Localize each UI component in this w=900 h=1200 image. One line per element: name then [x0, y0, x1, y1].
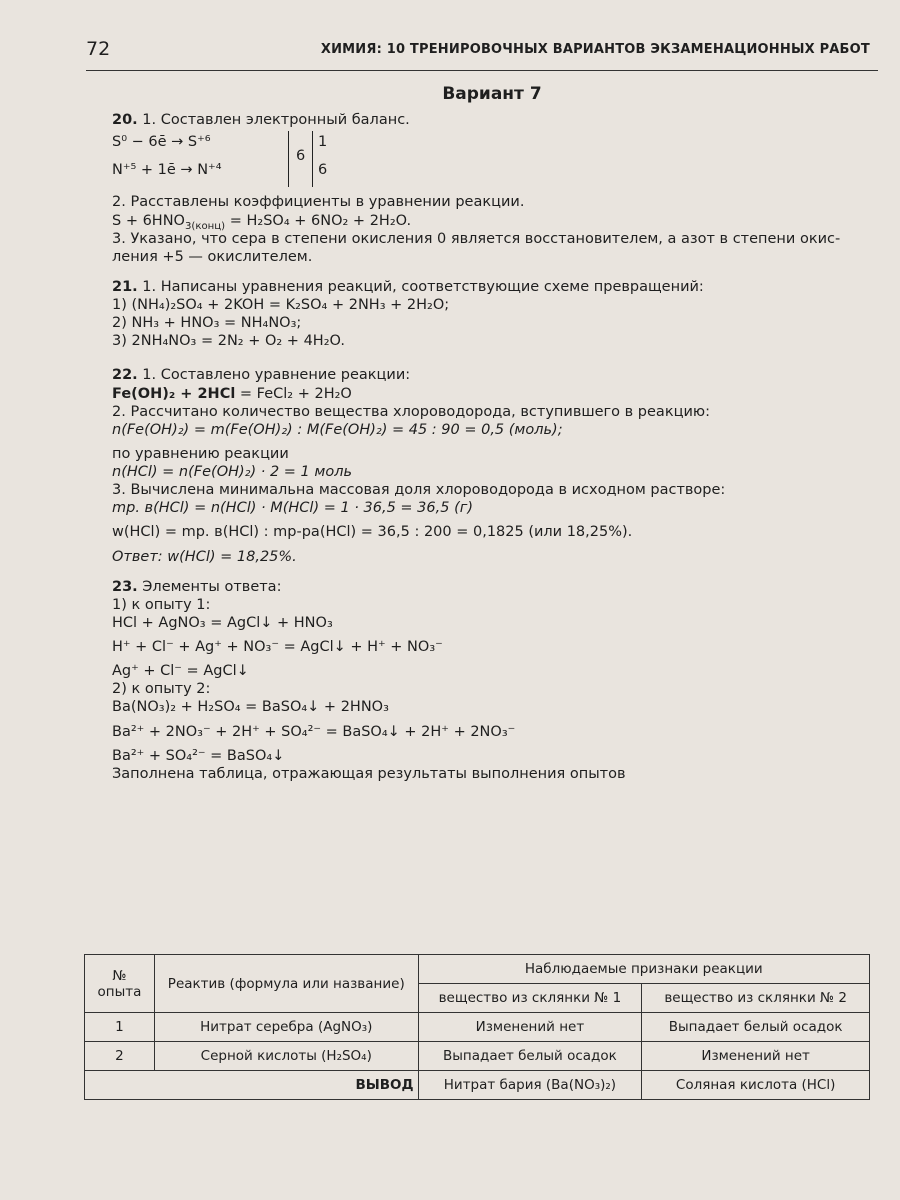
task-item: 2. Рассчитано количество вещества хлороводорода, вступившего в реакцию:: [112, 403, 710, 420]
balance-coefficient: 1: [318, 134, 328, 151]
task-number: 20.: [112, 112, 138, 129]
task-20: [112, 111, 872, 266]
header-reagent: Реактив (формула или название): [154, 955, 418, 1013]
calculation: w(HCl) = mр. в(HCl) : mр-ра(HCl) = 36,5 : 200 = 0,1825 (или 18,25%).: [112, 524, 633, 541]
reaction-equation: 1) (NH₄)₂SO₄ + 2KOH = K₂SO₄ + 2NH₃ + 2H₂O;: [112, 297, 450, 313]
half-reaction-sulfur: S⁰ − 6ē → S⁺⁶: [112, 134, 211, 151]
cell-experiment-number: 1: [85, 1013, 155, 1042]
table-row: [85, 1013, 870, 1042]
calculation: n(Fe(OH)₂) = m(Fe(OH)₂) : M(Fe(OH)₂) = 45 : 90 = 0,5 (моль);: [112, 421, 563, 438]
cell-reagent: Нитрат серебра (AgNO₃): [154, 1013, 418, 1042]
task-item: 3. Вычислена минимальна массовая доля хлороводорода в исходном растворе:: [112, 482, 726, 499]
calculation: mр. в(HCl) = n(HCl) · M(HCl) = 1 · 36,5 = 36,5 (г): [112, 500, 473, 517]
task-number: 23.: [112, 578, 138, 595]
table-row: [85, 1042, 870, 1071]
task-22: [112, 366, 872, 565]
results-table: [84, 954, 870, 1100]
header-observed-signs: Наблюдаемые признаки реакции: [418, 955, 869, 984]
header-flask-2: вещество из склянки № 2: [642, 984, 870, 1013]
variant-title: Вариант 7: [442, 84, 542, 104]
cell-flask-1: Выпадает белый осадок: [418, 1042, 642, 1071]
reaction-equation: 2) NH₃ + HNO₃ = NH₄NO₃;: [112, 315, 302, 332]
task-number: 22.: [112, 367, 138, 384]
task-23: [112, 578, 872, 783]
table-caption: Заполнена таблица, отражающая результаты выполнения опытов: [112, 765, 626, 782]
answer: Ответ: w(HCl) = 18,25%.: [112, 548, 297, 565]
experiment-label: 1) к опыту 1:: [112, 596, 211, 613]
cell-experiment-number: 2: [85, 1042, 155, 1071]
cell-flask-2: Изменений нет: [642, 1042, 870, 1071]
ionic-equation: Ag⁺ + Cl⁻ = AgCl↓: [112, 663, 249, 680]
header-experiment-number: № опыта: [85, 955, 155, 1013]
ionic-equation: H⁺ + Cl⁻ + Ag⁺ + NO₃⁻ = AgCl↓ + H⁺ + NO₃⁻: [112, 639, 443, 655]
balance-coefficient: 6: [318, 162, 328, 179]
cell-flask-1: Изменений нет: [418, 1013, 642, 1042]
table-row-conclusion: [85, 1071, 870, 1100]
ionic-equation: Ba²⁺ + SO₄²⁻ = BaSO₄↓: [112, 747, 285, 764]
reaction-equation: Ba(NO₃)₂ + H₂SO₄ = BaSO₄↓ + 2HNO₃: [112, 699, 389, 716]
page-content: [112, 80, 872, 783]
task-item: 1. Составлен электронный баланс.: [142, 112, 410, 129]
reaction-equation: HCl + AgNO₃ = AgCl↓ + HNO₃: [112, 614, 333, 631]
ionic-equation: Ba²⁺ + 2NO₃⁻ + 2H⁺ + SO₄²⁻ = BaSO₄↓ + 2H⁺ + 2NO₃⁻: [112, 723, 516, 740]
half-reaction-nitrogen: N⁺⁵ + 1ē → N⁺⁴: [112, 162, 222, 179]
task-item: 1. Написаны уравнения реакций, соответствующие схеме превращений:: [142, 278, 704, 295]
task-number: 21.: [112, 278, 138, 295]
conclusion-label: ВЫВОД: [85, 1071, 419, 1100]
task-item: Элементы ответа:: [142, 578, 282, 595]
reaction-equation: Fe(OH)₂ + 2HCl = FeCl₂ + 2H₂O: [112, 385, 352, 402]
balance-lcm: 6: [296, 148, 306, 165]
conclusion-flask-2: Соляная кислота (HCl): [642, 1071, 870, 1100]
task-item: 1. Составлено уравнение реакции:: [142, 367, 411, 384]
page-number: 72: [86, 38, 111, 60]
task-item: 2. Расставлены коэффициенты в уравнении реакции.: [112, 194, 525, 211]
task-21: [112, 278, 872, 351]
task-item: ления +5 — окислителем.: [112, 248, 313, 265]
reaction-equation: $S + 6HNO_{3(конц)} = H_2SO_4 + 6NO_2 + 2H_2O$.: [112, 212, 412, 232]
task-item: 3. Указано, что сера в степени окисления 0 является восстановителем, а азот в степени окис-: [112, 230, 841, 247]
cell-reagent: Серной кислоты (H₂SO₄): [154, 1042, 418, 1071]
conclusion-flask-1: Нитрат бария (Ba(NO₃)₂): [418, 1071, 642, 1100]
cell-flask-2: Выпадает белый осадок: [642, 1013, 870, 1042]
header-flask-1: вещество из склянки № 1: [418, 984, 642, 1013]
experiment-label: 2) к опыту 2:: [112, 681, 211, 698]
electron-balance: [112, 131, 872, 187]
running-title: ХИМИЯ: 10 ТРЕНИРОВОЧНЫХ ВАРИАНТОВ ЭКЗАМЕНАЦИОННЫХ РАБОТ: [320, 42, 870, 57]
note-text: по уравнению реакции: [112, 445, 289, 462]
calculation: n(HCl) = n(Fe(OH)₂) · 2 = 1 моль: [112, 464, 353, 480]
page-header: [0, 0, 900, 72]
balance-divider: [312, 131, 313, 187]
balance-divider: [288, 131, 289, 187]
header-rule: [86, 70, 878, 71]
reaction-equation: 3) 2NH₄NO₃ = 2N₂ + O₂ + 4H₂O.: [112, 333, 345, 350]
